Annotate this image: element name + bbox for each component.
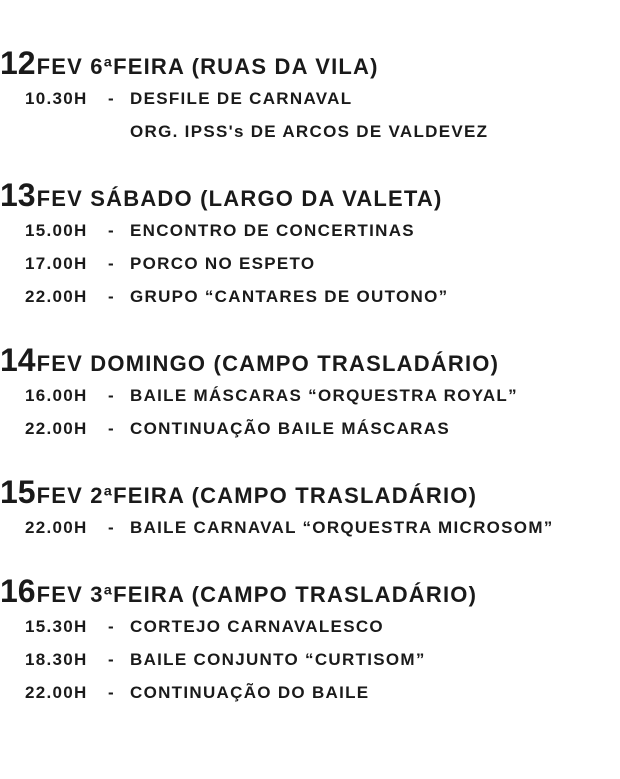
event-separator: - [108, 287, 115, 306]
event-time: 22.00H [25, 287, 88, 306]
event-row [0, 214, 620, 247]
event-separator: - [108, 518, 115, 537]
event-row [0, 412, 620, 445]
day-title: FEV 3ªFEIRA (CAMPO TRASLADÁRIO) [36, 582, 478, 607]
day-block [0, 473, 620, 544]
event-row [0, 280, 620, 313]
event-description: BAILE CONJUNTO “CURTISOM” [130, 650, 426, 669]
carnival-program [0, 44, 620, 737]
event-separator: - [108, 419, 115, 438]
day-block [0, 176, 620, 313]
event-description: CORTEJO CARNAVALESCO [130, 617, 384, 636]
event-time: 22.00H [25, 518, 88, 537]
event-time: 22.00H [25, 419, 88, 438]
day-number: 12 [0, 45, 36, 81]
event-time: 15.00H [25, 221, 88, 240]
event-separator: - [108, 221, 115, 240]
event-separator: - [108, 386, 115, 405]
day-block [0, 44, 620, 148]
day-heading [0, 176, 620, 214]
event-separator: - [108, 89, 115, 108]
event-description-line: DESFILE DE CARNAVAL [130, 89, 353, 108]
event-description: BAILE MÁSCARAS “ORQUESTRA ROYAL” [130, 386, 518, 405]
day-title: FEV 2ªFEIRA (CAMPO TRASLADÁRIO) [36, 483, 478, 508]
event-time: 10.30H [25, 89, 88, 108]
event-description: BAILE CARNAVAL “ORQUESTRA MICROSOM” [130, 518, 554, 537]
day-number: 14 [0, 342, 36, 378]
event-time: 17.00H [25, 254, 88, 273]
event-description: ENCONTRO DE CONCERTINAS [130, 221, 415, 240]
day-number: 15 [0, 474, 36, 510]
day-number: 13 [0, 177, 36, 213]
day-heading [0, 44, 620, 82]
day-heading [0, 473, 620, 511]
event-row [0, 511, 620, 544]
event-row [0, 676, 620, 709]
event-row [0, 379, 620, 412]
event-row [0, 610, 620, 643]
event-time: 18.30H [25, 650, 88, 669]
event-separator: - [108, 254, 115, 273]
event-description [130, 82, 488, 148]
day-number: 16 [0, 573, 36, 609]
event-time: 15.30H [25, 617, 88, 636]
event-separator: - [108, 650, 115, 669]
event-time: 16.00H [25, 386, 88, 405]
event-separator: - [108, 683, 115, 702]
day-block [0, 341, 620, 445]
event-description: CONTINUAÇÃO BAILE MÁSCARAS [130, 419, 450, 438]
day-title: FEV DOMINGO (CAMPO TRASLADÁRIO) [36, 351, 500, 376]
day-title: FEV SÁBADO (LARGO DA VALETA) [36, 186, 443, 211]
event-row [0, 643, 620, 676]
event-time: 22.00H [25, 683, 88, 702]
event-row [0, 82, 620, 148]
day-heading [0, 341, 620, 379]
day-block [0, 572, 620, 709]
event-description: PORCO NO ESPETO [130, 254, 316, 273]
event-separator: - [108, 617, 115, 636]
day-title: FEV 6ªFEIRA (RUAS DA VILA) [36, 54, 379, 79]
day-heading [0, 572, 620, 610]
event-description: CONTINUAÇÃO DO BAILE [130, 683, 370, 702]
event-description: GRUPO “CANTARES DE OUTONO” [130, 287, 449, 306]
event-row [0, 247, 620, 280]
event-organizer-line: ORG. IPSS's DE ARCOS DE VALDEVEZ [130, 122, 489, 141]
